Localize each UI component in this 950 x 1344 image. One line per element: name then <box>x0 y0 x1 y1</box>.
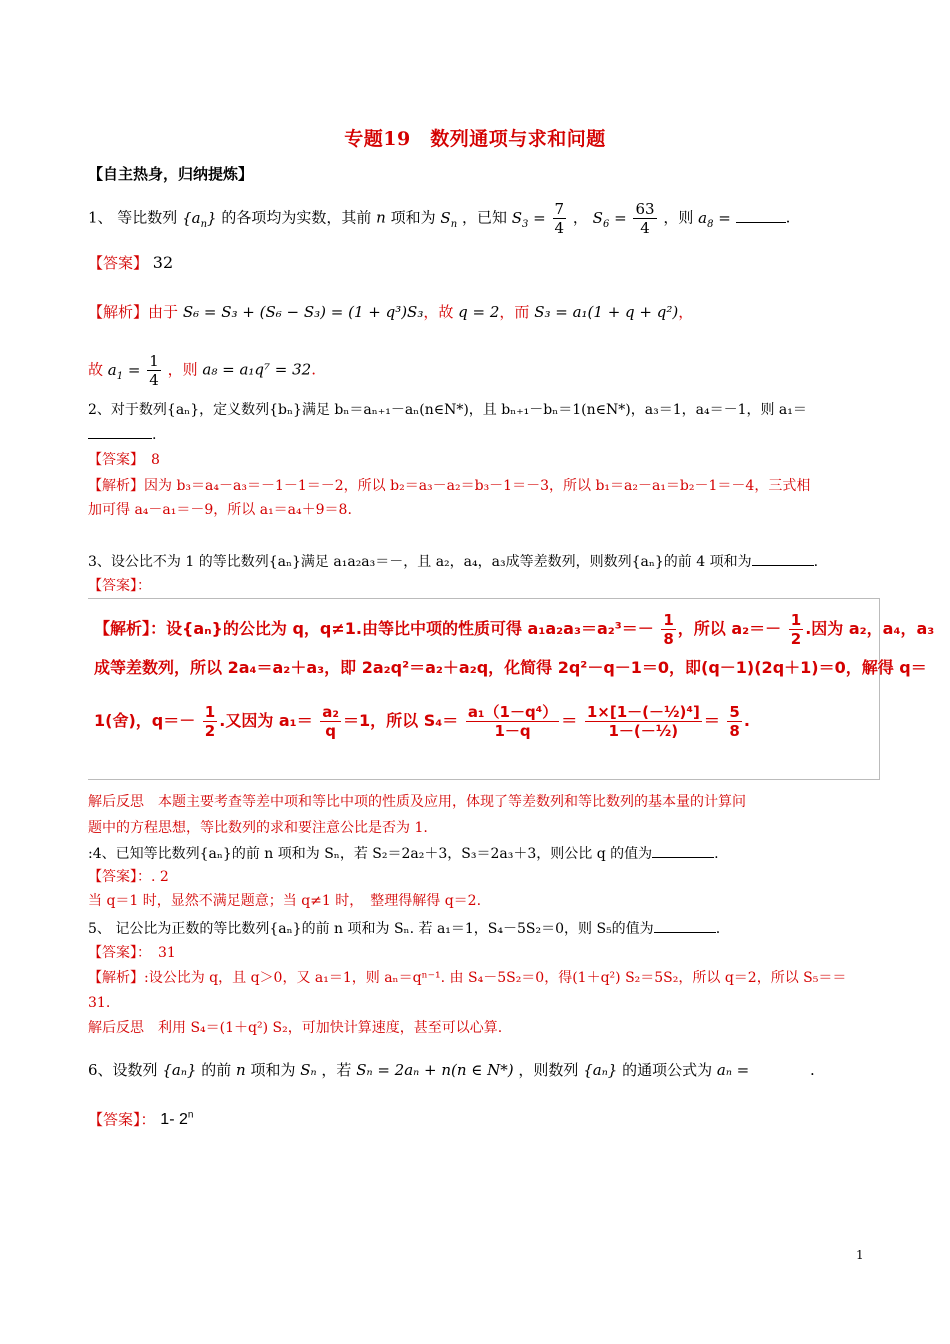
q1-fraction-2: $\frac{63}{4}$ <box>635 200 655 237</box>
solution-4: 当 q＝1 时，显然不满足题意；当 q≠1 时， 整理得解得 q＝2. <box>88 893 482 909</box>
q1-text1: 的各项均为实数，其前 <box>221 208 372 227</box>
q1-n: n <box>376 208 386 227</box>
solution-1-expr-2: q = 2 <box>458 303 500 321</box>
q1-a8: $a_8$ = <box>698 208 731 230</box>
question-1: 1、 等比数列 $\{a_n\}$ 的各项均为实数，其前 n 项和为 $S_n$ ，已知 $S_3$ = $\frac{7}{4}$ ， $S_6$ = $\frac{63}{4}$ ，则 $a_8$ = . <box>88 200 791 237</box>
answer-3-label: 【答案】： <box>88 578 151 594</box>
reflection-3-line-2: 题中的方程思想，等比数列的求和要注意公比是否为 1. <box>88 820 428 836</box>
answer-2 <box>88 450 160 470</box>
solution-1-expr-3: S₃ = a₁(1 + q + q²) <box>534 303 679 321</box>
q1-fraction-1: $\frac{7}{4}$ <box>554 200 565 237</box>
solution-1-line-1: 【解析】由于 S₆ = S₃ + (S₆ − S₃) = (1 + q³)S₃，故 q = 2，而 S₃ = a₁(1 + q + q²)， <box>88 303 694 321</box>
section-heading: 【自主热身，归纳提炼】 <box>88 165 254 183</box>
answer-5-value: ： 31 <box>137 945 176 961</box>
solution-2-line-2: 加可得 a₄－a₁＝－9，所以 a₁＝a₄＋9＝8. <box>88 502 352 518</box>
solution-1-label: 【解析】 <box>88 303 149 321</box>
answer-1-label: 【答案】 <box>88 254 149 272</box>
answer-6 <box>88 1106 193 1130</box>
solution-3-line-2: 成等差数列，所以 2a₄＝a₂＋a₃，即 2a₂q²＝a₂＋a₂q，化简得 2q²－q－1＝0，即(q－1)(2q＋1)＝0，解得 q＝ <box>94 658 927 677</box>
answer-1-value: 32 <box>152 253 174 272</box>
answer-2-value: 8 <box>151 452 160 468</box>
solution-3-line-1: 【解析】：设{aₙ}的公比为 q，q≠1.由等比中项的性质可得 a₁a₂a₃＝a₂³＝－ $\frac{1}{8}$ ，所以 a₂＝－ $\frac{1}{2}$ .因为 a₂，a₄，a₃ <box>94 611 935 648</box>
answer-1 <box>88 253 173 273</box>
q2-answer-blank <box>88 424 152 439</box>
question-4: :4、已知等比数列{aₙ}的前 n 项和为 Sₙ，若 S₂＝2a₂＋3，S₃＝2a₃＋3，则公比 q 的值为 . <box>88 843 719 864</box>
q3-answer-blank <box>752 551 814 566</box>
solution-5-line-1: 【解析】:设公比为 q，且 q＞0，又 a₁＝1，则 aₙ＝qⁿ⁻¹. 由 S₄－5S₂＝0，得(1＋q²) S₂＝5S₂，所以 q＝2，所以 S₅＝＝ <box>88 970 847 986</box>
question-2-blank-line: . <box>88 424 156 445</box>
reflection-3-line-1: 解后反思 本题主要考查等差中项和等比中项的性质及应用，体现了等差数列和等比数列的基本量的计算问 <box>88 794 746 810</box>
solution-3-line-3: 1(舍)，q＝－ $\frac{1}{2}$ .又因为 a₁＝ $\frac{\text{a₂}}{q}$ ＝1，所以 S₄＝ $\frac{\text{a₁（1－q⁴）}}{1-q}$ ＝ $\frac{\text{1×[1－(－½)⁴]}}{\text{1－(－½)}}$ ＝ $\frac{5}{8}$ . <box>94 703 750 740</box>
answer-6-label: 【答案】： <box>88 1110 156 1129</box>
reflection-5: 解后反思 利用 S₄＝(1＋q²) S₂，可加快计算速度，甚至可以心算. <box>88 1020 503 1036</box>
solution-5-line-2: 31. <box>88 995 111 1011</box>
page-number: 1 <box>856 1248 864 1262</box>
question-2: 2、对于数列{aₙ}，定义数列{bₙ}满足 bₙ＝aₙ₊₁－aₙ(n∈N*)，且 bₙ₊₁－bₙ＝1(n∈N*)，a₃＝1，a₄＝－1，则 a₁＝ <box>88 402 807 418</box>
q6-seq: {aₙ} <box>162 1061 197 1079</box>
q6-an: aₙ = <box>716 1061 750 1079</box>
q6-expr: Sₙ = 2aₙ + n(n ∈ N*) <box>356 1061 514 1079</box>
solution-3-image-box <box>88 598 935 780</box>
answer-5 <box>88 943 176 963</box>
solution-1-a1: $a_1$ = <box>107 360 141 382</box>
solution-5-label: 【解析】 <box>88 970 144 986</box>
answer-4 <box>88 867 169 887</box>
solution-1-line-2: 故 $a_1$ = $\frac{1}{4}$ ，则 a₈ = a₁q⁷ = 32. <box>88 352 316 389</box>
q1-text4: ，则 <box>663 208 694 227</box>
solution-2-label: 【解析】 <box>88 478 144 494</box>
answer-5-label: 【答案】 <box>88 945 137 961</box>
question-5: 5、 记公比为正数的等比数列{aₙ}的前 n 项和为 Sₙ. 若 a₁＝1，S₄－5S₂＝0，则 S₅的值为 . <box>88 918 720 939</box>
question-3: 3、设公比不为 1 的等比数列{aₙ}满足 a₁a₂a₃＝－，且 a₂，a₄，a₃成等差数列，则数列{aₙ}的前 4 项和为 . <box>88 551 818 572</box>
q4-answer-blank <box>652 843 714 858</box>
q1-s6: $S_6$ = <box>592 208 627 230</box>
answer-4-value: ：. 2 <box>137 869 169 885</box>
answer-3 <box>88 576 151 596</box>
solution-1-expr-1: S₆ = S₃ + (S₆ − S₃) = (1 + q³)S₃ <box>182 303 424 321</box>
q1-comma: ， <box>572 208 588 227</box>
q1-seq: $\{a_n\}$ <box>182 208 217 230</box>
q1-answer-blank <box>736 208 786 223</box>
question-6: 6、设数列 {aₙ} 的前 n 项和为 Sₙ ，若 Sₙ = 2aₙ + n(n ∈ N*) ，则数列 {aₙ} 的通项公式为 aₙ = . <box>88 1061 815 1079</box>
solution-2-line-1: 【解析】因为 b₃＝a₄－a₃＝－1－1＝－2，所以 b₂＝a₃－a₂＝b₃－1＝－3，所以 b₁＝a₂－a₁＝b₂－1＝－4，三式相 <box>88 478 811 494</box>
solution-1-fraction: $\frac{1}{4}$ <box>149 352 159 389</box>
q5-answer-blank <box>654 918 716 933</box>
answer-4-label: 【答案】 <box>88 869 137 885</box>
page-title: 专题19 数列通项与求和问题 <box>344 128 606 150</box>
answer-6-value: 1- 2$^n$ <box>160 1110 194 1129</box>
answer-2-label: 【答案】 <box>88 452 137 468</box>
solution-1-expr-5: a₈ = a₁q⁷ = 32 <box>202 360 312 379</box>
q1-s3: $S_3$ = <box>511 208 546 230</box>
q1-prefix: 1、 等比数列 <box>88 208 178 227</box>
q1-text3: ，已知 <box>461 208 507 227</box>
q1-sn: $S_n$ <box>440 208 458 230</box>
q1-text2: 项和为 <box>390 208 436 227</box>
